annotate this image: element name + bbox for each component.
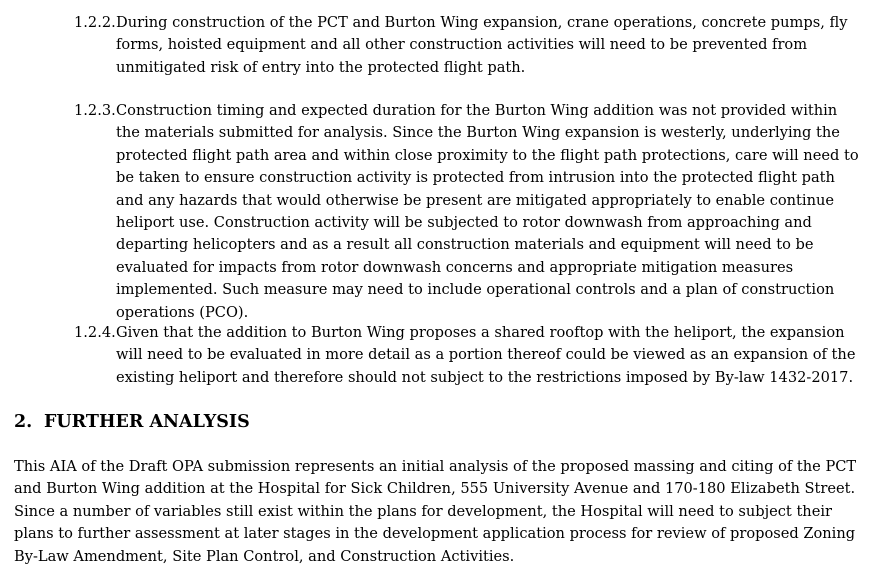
clause-number: 1.2.4. (74, 324, 116, 341)
clause-1-2-2 (74, 12, 860, 79)
section-body: This AIA of the Draft OPA submission represents an initial analysis of the proposed massing and citing of the PCT and Burton Wing addition at the Hospital for Sick Children, 555 University Avenue and 170-180 Elizabeth Street. Since a number of variables still exist within the plans for development, the Hospital will need to subject their plans to further assessment at later stages in the development application process for review of proposed Zoning By-Law Amendment, Site Plan Control, and Construction Activities. (14, 458, 857, 565)
clause-text: During construction of the PCT and Burton Wing expansion, crane operations, concrete pumps, fly forms, hoisted equipment and all other construction activities will need to be prevented from unmitigated risk of entry into the protected flight path. (116, 14, 848, 76)
clause-number: 1.2.3. (74, 102, 116, 119)
clause-text: Given that the addition to Burton Wing proposes a shared rooftop with the heliport, the expansion will need to be evaluated in more detail as a portion thereof could be viewed as an expansion of the existing heliport and therefore should not subject to the restrictions imposed by By-law 1432-2017. (116, 324, 856, 386)
clause-text: Construction timing and expected duration for the Burton Wing addition was not provided within the materials submitted for analysis. Since the Burton Wing expansion is westerly, underlying the protected flight path area and within close proximity to the flight path protections, care will need to be taken to ensure construction activity is protected from intrusion into the protected flight path and any hazards that would otherwise be present are mitigated appropriately to enable continue heliport use. Construction activity will be subjected to rotor downwash from approaching and departing helicopters and as a result all construction materials and equipment will need to be evaluated for impacts from rotor downwash concerns and appropriate mitigation measures implemented. Such measure may need to include operational controls and a plan of construction operations (PCO). (116, 102, 859, 321)
section-title: FURTHER ANALYSIS (44, 412, 250, 432)
clause-1-2-4 (74, 322, 860, 389)
section-heading (14, 410, 250, 434)
clause-number: 1.2.2. (74, 14, 116, 31)
clause-1-2-3 (74, 100, 860, 324)
section-number: 2. (14, 412, 33, 432)
